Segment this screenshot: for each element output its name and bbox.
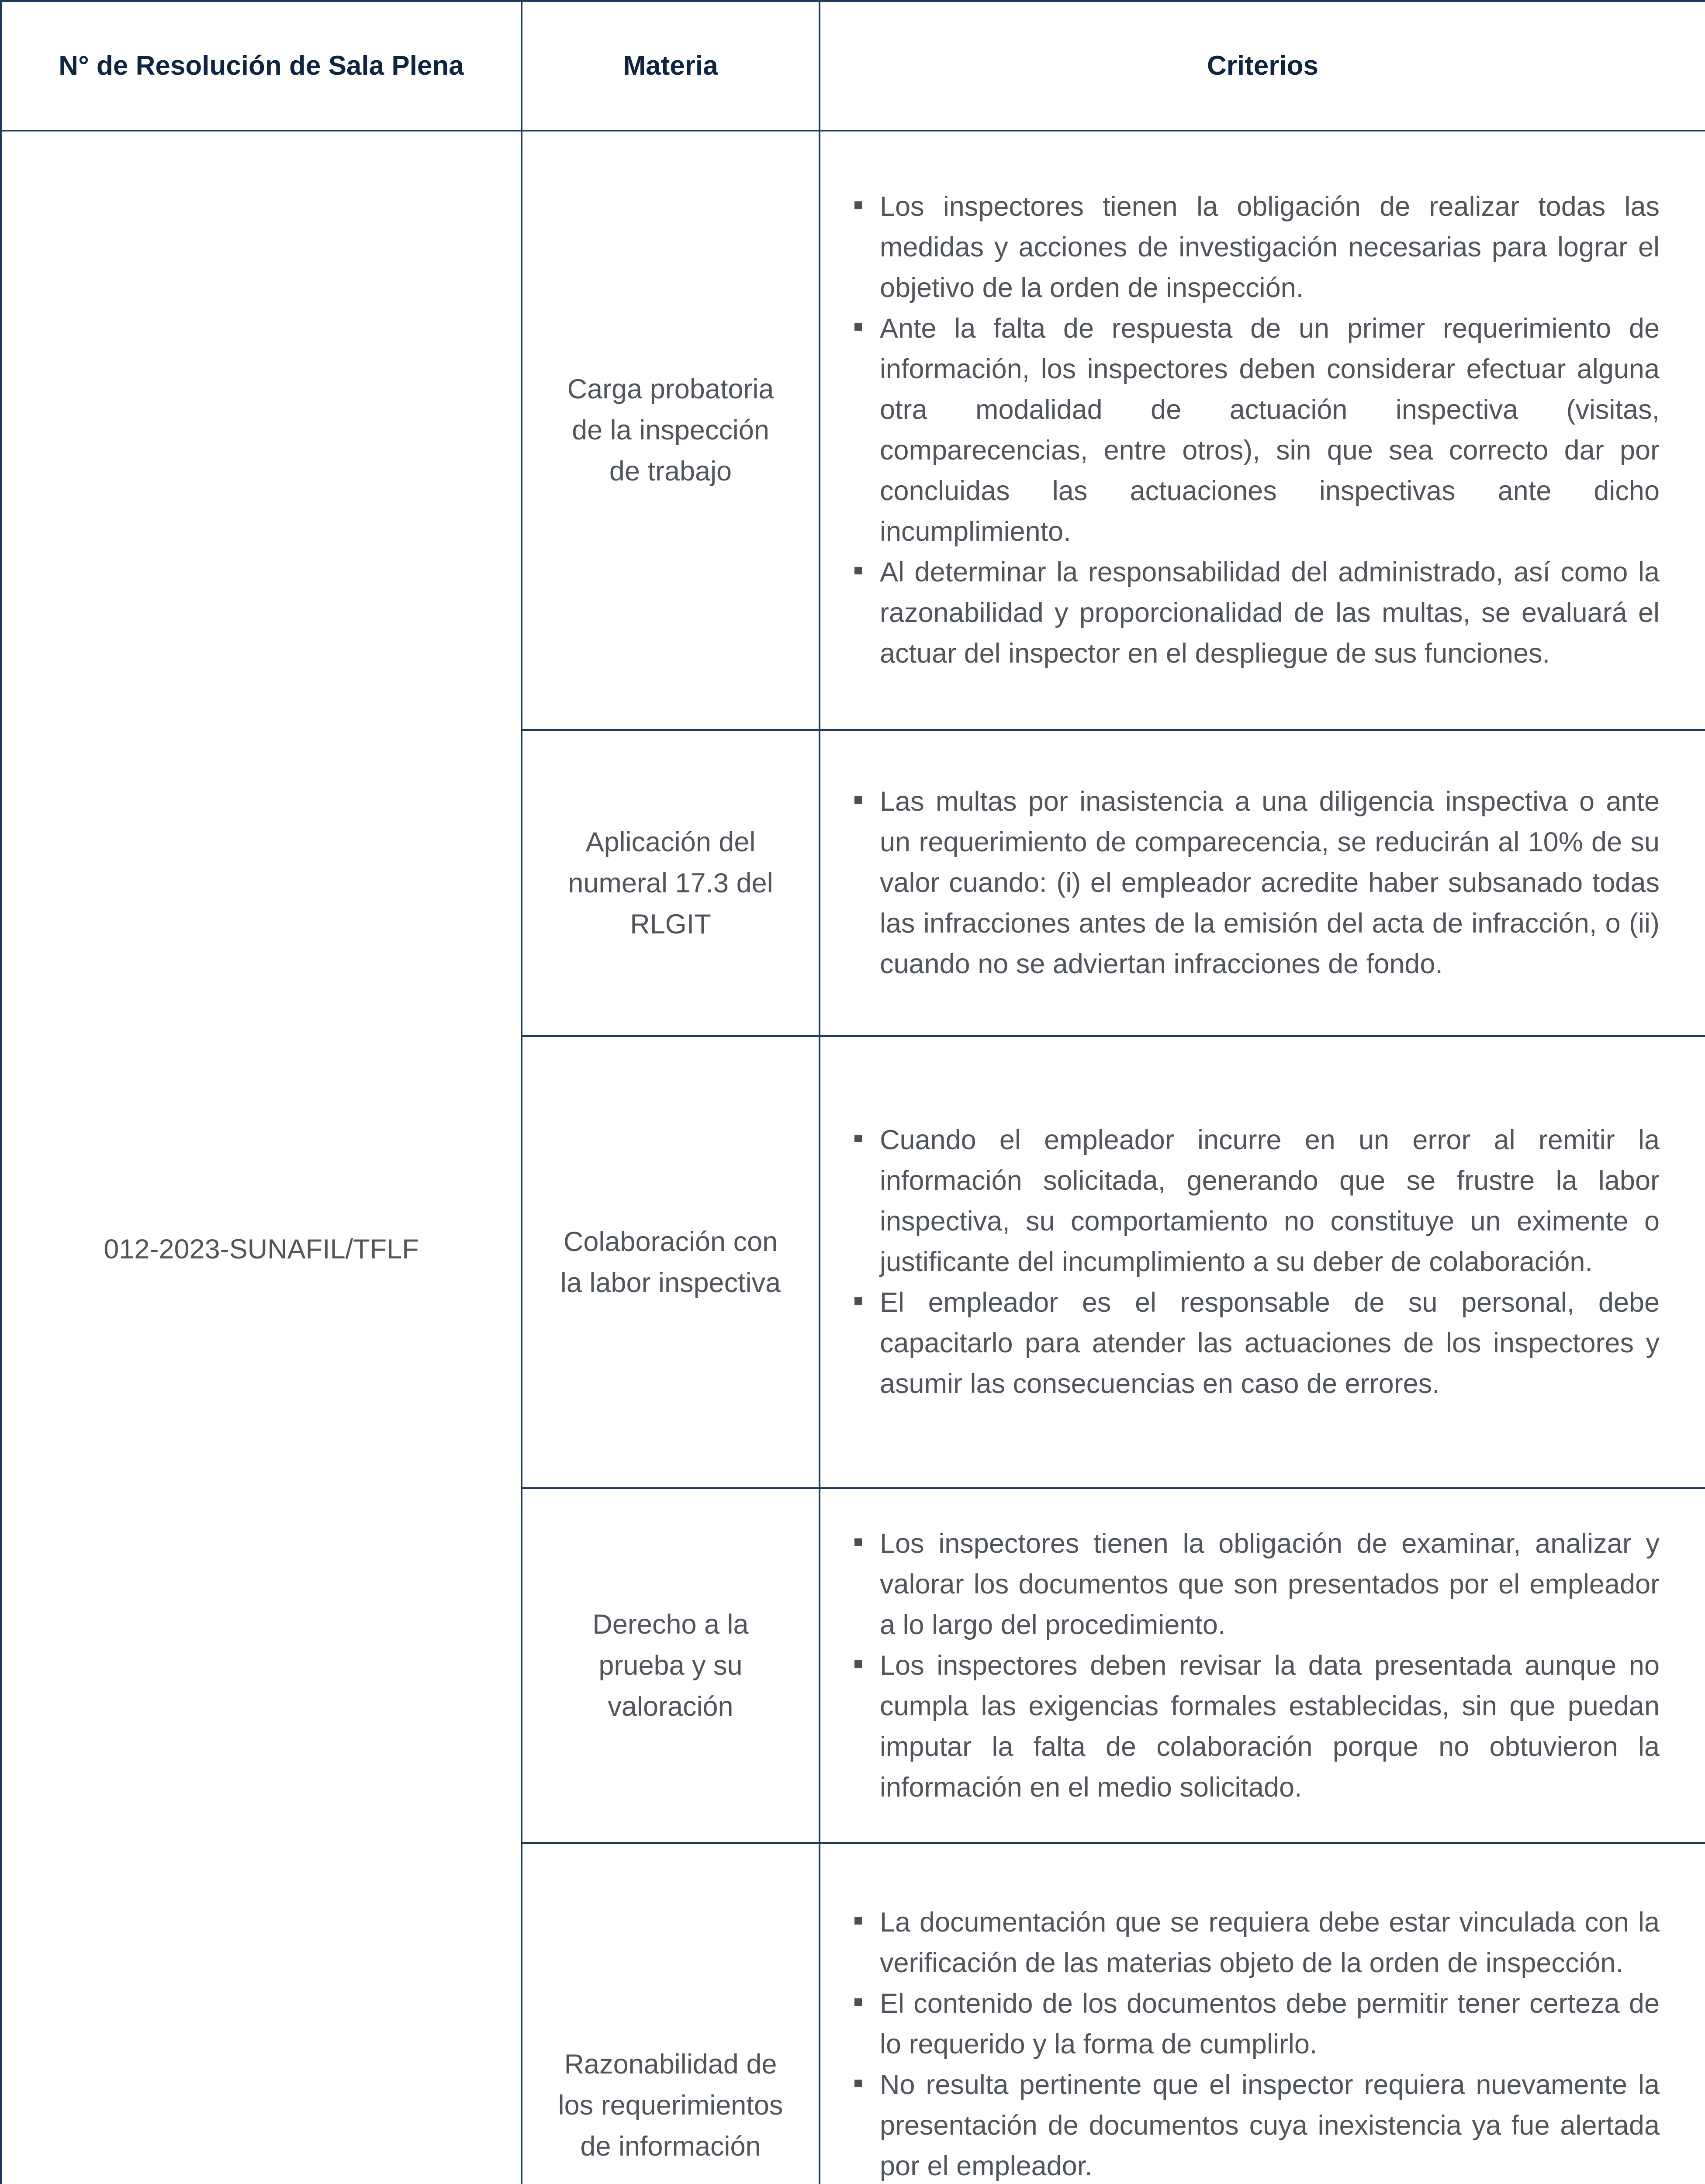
criterios-list <box>854 781 1660 985</box>
criterios-cell <box>820 1036 1705 1488</box>
header-criterios: Criterios <box>820 1 1705 131</box>
materia-cell: Derecho a la prueba y su valoración <box>522 1488 820 1843</box>
list-item: Los inspectores deben revisar la data presentada aunque no cumpla las exigencias formales establecidas, sin que puedan imputar la falta de colaboración porque no obtuvieron la información en el medio solicitado. <box>854 1645 1660 1808</box>
table-row <box>1 131 1705 730</box>
list-item: El empleador es el responsable de su personal, debe capacitarlo para atender las actuaciones de los inspectores y asumir las consecuencias en caso de errores. <box>854 1282 1660 1404</box>
list-item: No resulta pertinente que el inspector requiera nuevamente la presentación de documentos cuya inexistencia ya fue alertada por el empleador. <box>854 2065 1660 2184</box>
materia-cell: Razonabilidad de los requerimientos de información <box>522 1843 820 2184</box>
header-resolution: N° de Resolución de Sala Plena <box>1 1 522 131</box>
criterios-cell <box>820 1843 1705 2184</box>
list-item: Los inspectores tienen la obligación de examinar, analizar y valorar los documentos que son presentados por el empleador a lo largo del procedimiento. <box>854 1524 1660 1645</box>
table-header-row <box>1 1 1705 131</box>
list-item: Cuando el empleador incurre en un error al remitir la información solicitada, generando que se frustre la labor inspectiva, su comportamiento no constituye un eximente o justificante del incumplimiento a su deber de colaboración. <box>854 1120 1660 1282</box>
resolution-number: 012-2023-SUNAFIL/TFLF <box>1 131 522 2184</box>
materia-cell: Carga probatoria de la inspección de trabajo <box>522 131 820 730</box>
list-item: Las multas por inasistencia a una diligencia inspectiva o ante un requerimiento de comparecencia, se reducirán al 10% de su valor cuando: (i) el empleador acredite haber subsanado todas las infracciones antes de la emisión del acta de infracción, o (ii) cuando no se adviertan infracciones de fondo. <box>854 781 1660 985</box>
header-materia: Materia <box>522 1 820 131</box>
criterios-cell <box>820 1488 1705 1843</box>
list-item: Al determinar la responsabilidad del administrado, así como la razonabilidad y proporcionalidad de las multas, se evaluará el actuar del inspector en el despliegue de sus funciones. <box>854 552 1660 674</box>
criterios-cell <box>820 730 1705 1036</box>
criterios-cell <box>820 131 1705 730</box>
criterios-list <box>854 1524 1660 1808</box>
materia-cell: Colaboración con la labor inspectiva <box>522 1036 820 1488</box>
materia-cell: Aplicación del numeral 17.3 del RLGIT <box>522 730 820 1036</box>
list-item: Ante la falta de respuesta de un primer requerimiento de información, los inspectores deben considerar efectuar alguna otra modalidad de actuación inspectiva (visitas, comparecencias, entre otros), sin que sea correcto dar por concluidas las actuaciones inspectivas ante dicho incumplimiento. <box>854 308 1660 552</box>
list-item: El contenido de los documentos debe permitir tener certeza de lo requerido y la forma de cumplirlo. <box>854 1984 1660 2065</box>
criterios-list <box>854 1902 1660 2184</box>
list-item: La documentación que se requiera debe estar vinculada con la verificación de las materias objeto de la orden de inspección. <box>854 1902 1660 1984</box>
list-item: Los inspectores tienen la obligación de realizar todas las medidas y acciones de investigación necesarias para lograr el objetivo de la orden de inspección. <box>854 187 1660 308</box>
criterios-list <box>854 1120 1660 1404</box>
criterios-list <box>854 187 1660 674</box>
